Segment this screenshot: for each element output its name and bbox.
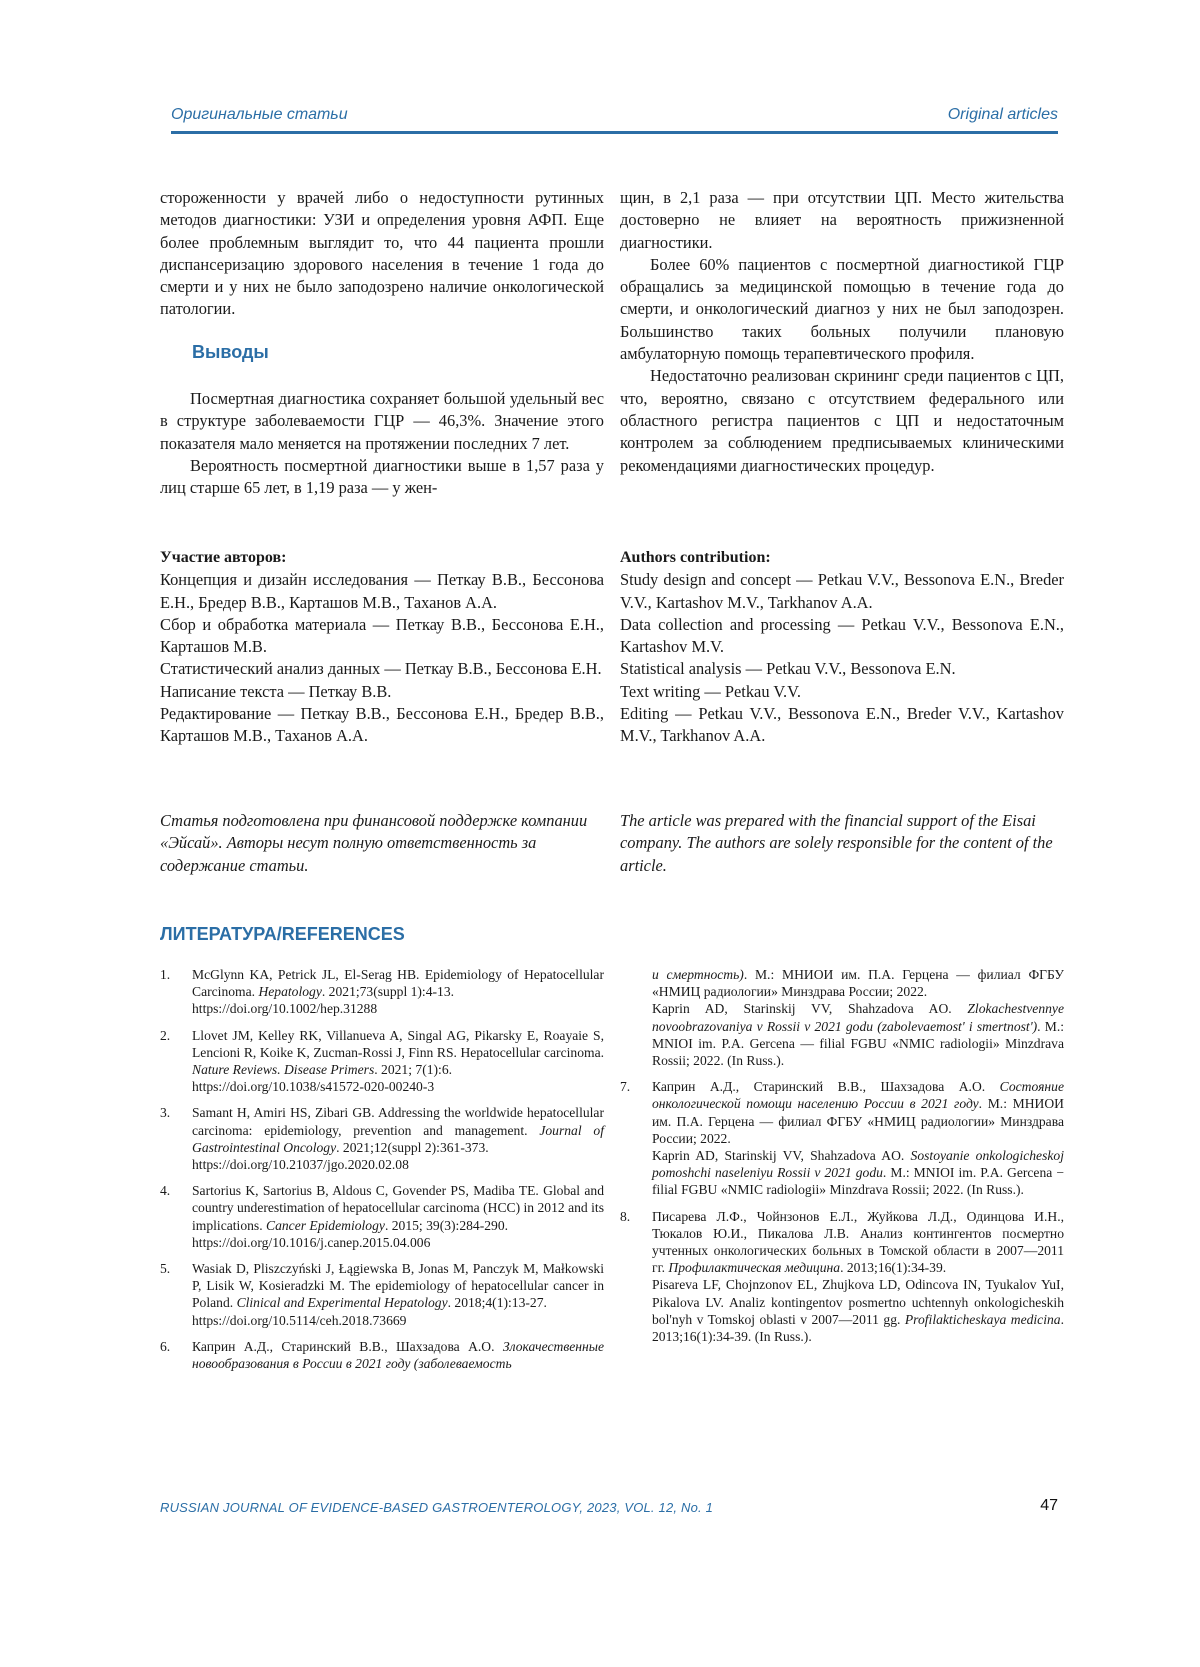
reference-journal: Journal of Gastrointestinal Oncology [192,1122,605,1155]
reference-title: и смертность) [652,967,744,982]
reference-doi[interactable]: https://doi.org/10.21037/jgo.2020.02.08 [192,1157,409,1173]
funding-note-en [620,810,1064,877]
funding-text: The article was prepared with the financial support of the Eisai company. The authors are solely responsible for the content of the article. [620,811,1053,875]
contribution-line: Study design and concept — Petkau V.V., Bessonova E.N., Breder V.V., Kartashov M.V., Tarkhanov A.A. [620,570,1064,612]
contribution-line: Text writing — Petkau V.V. [620,681,801,701]
reference-details: . 2013;16(1):34-39. [840,1260,947,1276]
reference-authors: Писарева Л.Ф., Чойнзонов Е.Л., Жуйкова Л.Д., Одинцова И.Н., Тюкалов Ю.И., Пикалова Л.В. Анализ контингентов посмертно учтенных онкологических больных в Томской области в 2007—2011 гг. [652,1208,1064,1276]
funding-note-ru [160,810,604,877]
reference-doi[interactable]: https://doi.org/10.5114/ceh.2018.73669 [192,1312,407,1328]
page-number: 47 [1040,1497,1058,1514]
reference-authors-en: Pisareva LF, Chojnzonov EL, Zhujkova LD, Odincova IN, Tyukalov YuI, Pikalova LV. Analiz kontingentov posmertno uchtennyh onkologicheskih bol'nyh v Tomskoj oblasti v 2007—2011 gg. [652,1277,1064,1327]
reference-title: Состояние онкологической помощи населению России в 2021 году [652,1079,1064,1112]
body-paragraph: щин, в 2,1 раза — при отсутствии ЦП. Место жительства достоверно не влияет на вероятность прижизненной диагностики. [620,188,1064,252]
reference-journal: Hepatology [258,984,322,1000]
conclusions-title: Выводы [192,342,269,362]
contribution-line: Статистический анализ данных — Петкау В.В., Бессонова Е.Н. [160,659,602,679]
body-paragraph: Посмертная диагностика сохраняет большой удельный вес в структуре заболеваемости ГЦР — 46,3%. Значение этого показателя мало меняется на протяжении последних 7 лет. [160,389,604,453]
reference-details-en: . 2013;16(1):34-39. (In Russ.). [652,1311,1064,1345]
reference-authors: Каприн А.Д., Старинский В.В., Шахзадова А.О. [192,1338,503,1354]
reference-doi[interactable]: https://doi.org/10.1016/j.canep.2015.04.006 [192,1234,431,1250]
reference-details: . 2015; 39(3):284-290. [384,1217,509,1233]
reference-details: . М.: МНИОИ им. П.А. Герцена — филиал ФГБУ «НМИЦ радиологии» Минздрава России; 2022. [652,1096,1064,1146]
reference-item [160,1104,604,1173]
running-footer [160,1497,1058,1519]
reference-doi[interactable]: https://doi.org/10.1038/s41572-020-00240-3 [192,1079,435,1095]
reference-item [160,1182,604,1251]
reference-item [620,1078,1064,1198]
reference-authors: Samant H, Amiri HS, Zibari GB. Addressing the worldwide hepatocellular carcinoma: epidemiology, prevention and management. [192,1105,604,1138]
reference-number: 6. [160,1338,171,1354]
contribution-line: Data collection and processing — Petkau V.V., Bessonova E.N., Kartashov M.V. [620,614,1064,657]
reference-details: . 2021; 7(1):6. [374,1062,453,1078]
header-section-ru: Оригинальные статьи [171,106,348,123]
reference-number: 5. [160,1261,171,1277]
body-paragraph: Более 60% пациентов с посмертной диагностикой ГЦР обращались за медицинской помощью в течение года до смерти, и онкологический диагноз у них не был заподозрен. Большинство таких больных получили плановую амбулаторную помощь терапевтического профиля. [620,254,1064,364]
reference-title-en: Sostoyanie onkologicheskoj pomoshchi naseleniyu Rossii v 2021 godu [652,1148,1064,1181]
reference-number: 7. [620,1079,631,1095]
reference-number: 2. [160,1027,171,1043]
reference-details-en: . M.: MNIOI im. P.A. Gercena − filial FGBU «NMIC radiologii» Minzdrava Rossii; 2022. (In Russ.). [652,1165,1064,1198]
reference-authors: McGlynn KA, Petrick JL, El-Serag HB. Epidemiology of Hepatocellular Carcinoma. [192,967,604,1000]
contribution-line: Editing — Petkau V.V., Bessonova E.N., Breder V.V., Kartashov M.V., Tarkhanov A.A. [620,704,1064,746]
header-rule [171,131,1058,134]
reference-details: . 2021;12(suppl 2):361-373. [336,1139,489,1155]
body-paragraph: стороженности у врачей либо о недоступности рутинных методов диагностики: УЗИ и определения уровня АФП. Еще более проблемным выглядит то, что 44 пациента прошли диспансеризацию здорового населения в течение 1 года до смерти и у них не было заподозрено наличие онкологической патологии. [160,188,604,319]
reference-item [160,1260,604,1329]
reference-continuation [620,966,1064,1069]
reference-details-en: . M.: MNIOI im. P.A. Gercena — filial FGBU «NMIC radiologii» Minzdrava Rossii; 2022. (In Russ.). [652,1018,1065,1069]
reference-title: Злокачественные новообразования в России в 2021 году (заболеваемость [192,1338,604,1372]
reference-item [620,1208,1064,1346]
contribution-title: Участие авторов: [160,549,287,566]
reference-number: 4. [160,1183,171,1199]
reference-journal: Clinical and Experimental Hepatology [236,1295,448,1311]
reference-authors: Sartorius K, Sartorius B, Aldous C, Govender PS, Madiba TE. Global and country underestimation of hepatocellular carcinoma (HCC) in 2012 and its implications. [192,1183,604,1233]
reference-title-en: Zlokachestvennye novoobrazovaniya v Rossii v 2021 godu (zabolevaemost' i smertnost') [652,1001,1064,1034]
reference-authors-en: Kaprin AD, Starinskij VV, Shahzadova AO. [652,1001,968,1017]
contribution-line: Сбор и обработка материала — Петкау В.В., Бессонова Е.Н., Карташов М.В. [160,614,604,657]
body-paragraph: Вероятность посмертной диагностики выше в 1,57 раза у лиц старше 65 лет, в 1,19 раза — у жен- [160,455,604,498]
contribution-title: Authors contribution: [620,549,771,566]
reference-item [160,1027,604,1096]
reference-authors: Llovet JM, Kelley RK, Villanueva A, Singal AG, Pikarsky E, Roayaie S, Lencioni R, Koike K, Zucman-Rossi J, Finn RS. Hepatocellular carcinoma. [192,1027,604,1060]
contribution-line: Statistical analysis — Petkau V.V., Bessonova E.N. [620,659,956,679]
reference-number: 1. [160,967,171,982]
reference-number: 3. [160,1105,171,1121]
contribution-line: Концепция и дизайн исследования — Петкау В.В., Бессонова Е.Н., Бредер В.В., Карташов М.В., Таханов А.А. [160,570,604,612]
reference-authors-en: Kaprin AD, Starinskij VV, Shahzadova AO. [652,1148,911,1164]
reference-number: 8. [620,1208,631,1224]
body-paragraph: Недостаточно реализован скрининг среди пациентов с ЦП, что, вероятно, связано с отсутствием федерального или областного регистра пациентов с ЦП и недостаточным контролем за соблюдением предписываемых клиническими рекомендациями диагностических процедур. [620,366,1064,475]
authors-contribution-en [620,547,1064,748]
reference-item [160,966,604,1018]
reference-details: . М.: МНИОИ им. П.А. Герцена — филиал ФГБУ «НМИЦ радиологии» Минздрава России; 2022. [652,967,1064,1000]
reference-details: . 2021;73(suppl 1):4-13. [321,984,455,1000]
references-title: ЛИТЕРАТУРА/REFERENCES [160,924,405,944]
reference-details: . 2018;4(1):13-27. [447,1295,547,1311]
references-right-column [620,966,1064,1354]
right-body-text [620,187,1064,477]
reference-authors: Wasiak D, Pliszczyński J, Łągiewska B, Jonas M, Panczyk M, Małkowski P, Lisik W, Kosieradzki M. The epidemiology of hepatocellular cancer in Poland. [192,1261,604,1311]
funding-text: Статья подготовлена при финансовой поддержке компании «Эйсай». Авторы несут полную ответственность за содержание статьи. [160,811,588,875]
running-header [171,102,1058,134]
journal-citation: RUSSIAN JOURNAL OF EVIDENCE-BASED GASTROENTEROLOGY, 2023, VOL. 12, No. 1 [160,1500,714,1515]
reference-journal-en: Profilakticheskaya medicina [904,1311,1061,1327]
authors-contribution-ru [160,547,604,748]
reference-doi[interactable]: https://doi.org/10.1002/hep.31288 [192,1001,378,1017]
reference-authors: Каприн А.Д., Старинский В.В., Шахзадова А.О. [652,1079,1000,1095]
conclusions-body [160,388,604,499]
header-section-en: Original articles [947,106,1058,123]
reference-journal: Nature Reviews. Disease Primers [192,1062,375,1078]
reference-journal: Профилактическая медицина [668,1260,841,1276]
references-left-column [160,966,604,1381]
contribution-line: Редактирование — Петкау В.В., Бессонова Е.Н., Бредер В.В., Карташов М.В., Таханов А.А. [160,704,604,746]
contribution-line: Написание текста — Петкау В.В. [160,681,392,701]
reference-journal: Cancer Epidemiology [266,1217,385,1233]
left-body-text [160,187,604,321]
reference-item [160,1338,604,1372]
